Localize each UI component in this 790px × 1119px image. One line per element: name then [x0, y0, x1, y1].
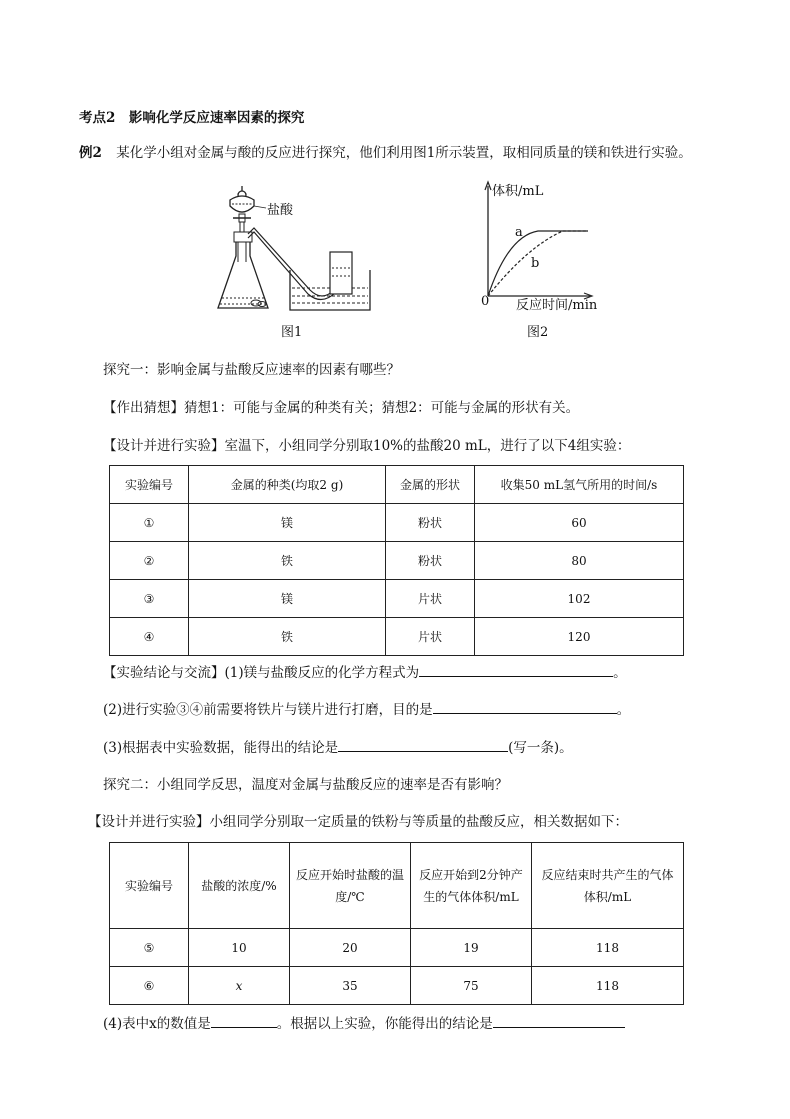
question-3-end: (写一条)。 [508, 740, 573, 756]
question-3 [103, 736, 573, 756]
question-2-text: (2)进行实验③④前需要将铁片与镁片进行打磨，目的是 [103, 702, 433, 718]
part2-design: 【设计并进行实验】小组同学分别取一定质量的铁粉与等质量的盐酸反应，相关数据如下： [88, 814, 628, 830]
table-cell: 10 [189, 929, 290, 967]
figure2-curve-a-label: a [515, 225, 523, 240]
question-1 [103, 661, 627, 681]
figure2-xlabel: 反应时间/min [516, 298, 598, 313]
table-cell: 片状 [386, 580, 475, 618]
example-text: 某化学小组对金属与酸的反应进行探究，他们利用图1所示装置，取相同质量的镁和铁进行实验。 [116, 145, 692, 161]
table1-header-cell: 金属的种类(均取2 g) [189, 466, 386, 504]
table1-header-row [110, 466, 684, 504]
table-cell: 粉状 [386, 542, 475, 580]
table-cell: 铁 [189, 542, 386, 580]
table-cell: 片状 [386, 618, 475, 656]
table-row [110, 504, 684, 542]
figure1-apparatus [210, 172, 380, 320]
table1-header-cell: 收集50 mL氢气所用的时间/s [475, 466, 684, 504]
figure2-curve-b-label: b [531, 256, 540, 271]
section-heading: 考点2 影响化学反应速率因素的探究 [79, 110, 305, 126]
figure2-ylabel: 体积/mL [492, 184, 544, 199]
question-2-end: 。 [616, 702, 631, 718]
table-cell: 60 [475, 504, 684, 542]
table-row [110, 929, 684, 967]
answer-blank-2[interactable] [433, 701, 617, 714]
question-3-text: (3)根据表中实验数据，能得出的结论是 [103, 740, 339, 756]
example-line [79, 141, 692, 161]
table1-header-cell: 实验编号 [110, 466, 189, 504]
table-cell: ⑤ [110, 929, 189, 967]
example-label: 例2 [79, 145, 102, 161]
table-cell: 75 [411, 967, 532, 1005]
table-cell: ③ [110, 580, 189, 618]
table-cell: 118 [532, 967, 684, 1005]
table2-header-cell: 反应开始时盐酸的温度/℃ [290, 843, 411, 929]
table-cell: ④ [110, 618, 189, 656]
table2-header-cell: 反应结束时共产生的气体体积/mL [532, 843, 684, 929]
part1-title: 探究一：影响金属与盐酸反应速率的因素有哪些？ [103, 362, 400, 378]
question-4-text-2: 。根据以上实验，你能得出的结论是 [276, 1016, 493, 1032]
figure2-origin: 0 [481, 294, 490, 309]
table-cell: 镁 [189, 580, 386, 618]
table-cell: 铁 [189, 618, 386, 656]
table-cell: 镁 [189, 504, 386, 542]
table-row [110, 580, 684, 618]
table-row [110, 542, 684, 580]
question-1-end: 。 [613, 665, 627, 681]
table-cell: 80 [475, 542, 684, 580]
question-1-text: 【实验结论与交流】(1)镁与盐酸反应的化学方程式为 [103, 665, 420, 681]
table-cell: x [189, 967, 290, 1005]
part1-hypothesis: 【作出猜想】猜想1：可能与金属的种类有关；猜想2：可能与金属的形状有关。 [103, 400, 580, 416]
question-4 [103, 1012, 625, 1032]
table-cell: 102 [475, 580, 684, 618]
table-cell: 120 [475, 618, 684, 656]
table2-header-cell: 盐酸的浓度/% [189, 843, 290, 929]
table2-header-cell: 反应开始到2分钟产生的气体体积/mL [411, 843, 532, 929]
figure2-caption: 图2 [527, 325, 549, 340]
table-cell: ② [110, 542, 189, 580]
part1-design: 【设计并进行实验】室温下，小组同学分别取10%的盐酸20 mL，进行了以下4组实验： [103, 438, 631, 454]
acid-label: 盐酸 [267, 203, 294, 218]
question-4-text: (4)表中x的数值是 [103, 1016, 211, 1032]
table-cell: 19 [411, 929, 532, 967]
table2 [109, 842, 684, 1005]
answer-blank-4[interactable] [211, 1015, 277, 1028]
answer-blank-3[interactable] [338, 739, 508, 752]
table-row [110, 967, 684, 1005]
table-row [110, 618, 684, 656]
table-cell: ⑥ [110, 967, 189, 1005]
answer-blank-5[interactable] [493, 1015, 625, 1028]
table-cell: ① [110, 504, 189, 542]
table-cell: 35 [290, 967, 411, 1005]
question-2 [103, 698, 630, 718]
table-cell: 粉状 [386, 504, 475, 542]
table1 [109, 465, 684, 656]
table-cell: 118 [532, 929, 684, 967]
figure1-caption: 图1 [281, 325, 303, 340]
part2-title: 探究二：小组同学反思，温度对金属与盐酸反应的速率是否有影响？ [103, 777, 508, 793]
table2-header-row [110, 843, 684, 929]
table1-header-cell: 金属的形状 [386, 466, 475, 504]
table2-header-cell: 实验编号 [110, 843, 189, 929]
table-cell: 20 [290, 929, 411, 967]
answer-blank-1[interactable] [419, 664, 613, 677]
